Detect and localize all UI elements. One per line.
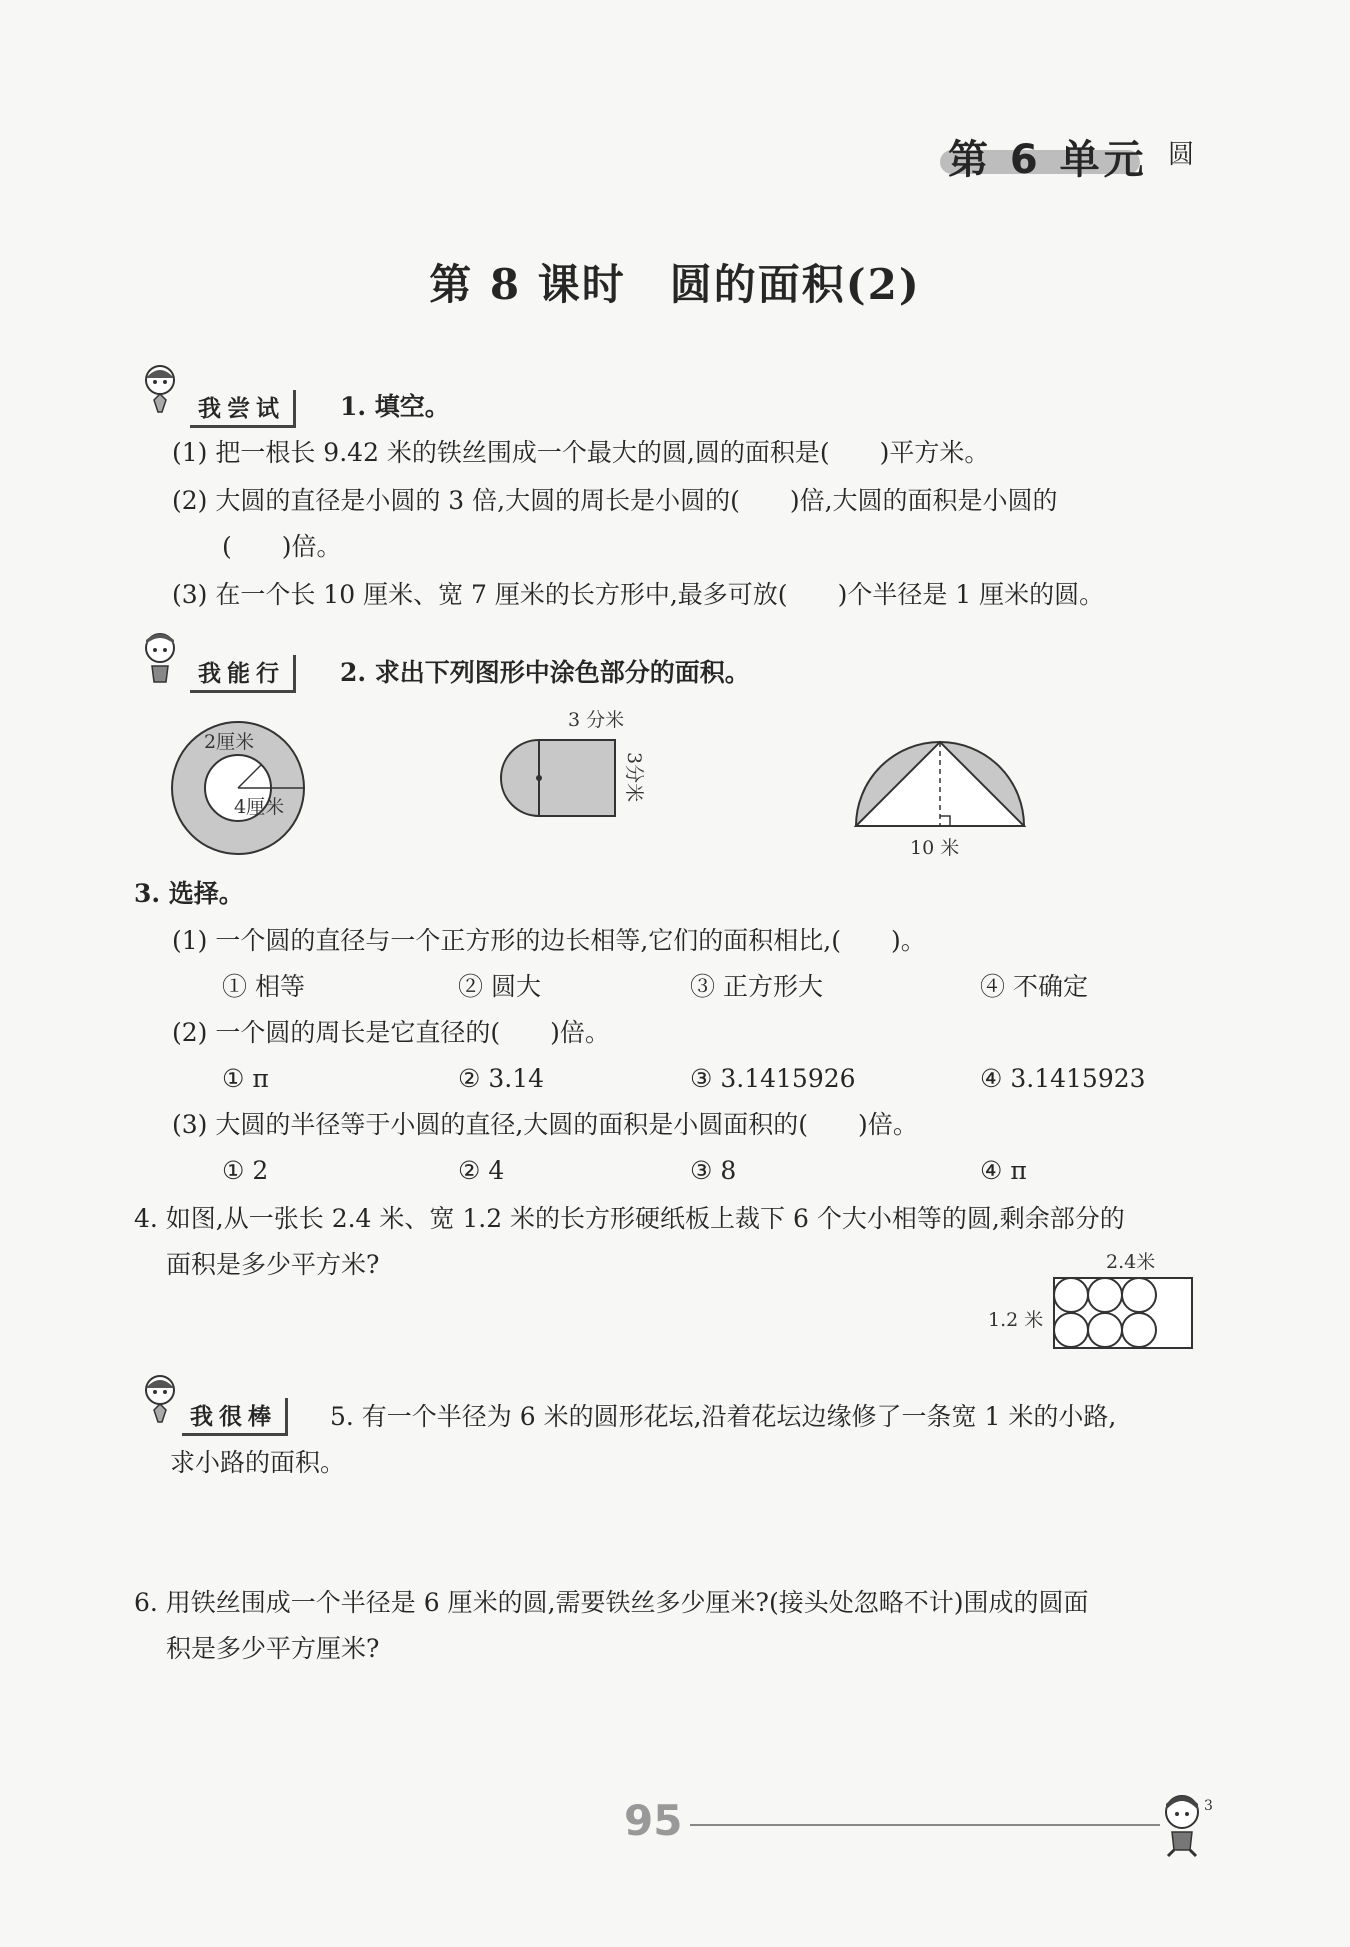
q3-3-option-2: ② 4	[458, 1156, 505, 1185]
q3-1-option-1: ① 相等	[222, 972, 305, 1001]
question-1-2-cont: ( )倍。	[222, 532, 342, 561]
svg-text:3: 3	[1204, 1798, 1213, 1814]
q3-1-option-2: ② 圆大	[458, 972, 541, 1001]
fig4-label-top: 2.4米	[1106, 1251, 1156, 1273]
figure-ring	[166, 716, 316, 866]
ring-label-outer: 2厘米	[204, 731, 255, 753]
girl-mascot-icon	[132, 360, 188, 416]
figure-semicircle-square	[484, 702, 694, 862]
question-3-1: (1) 一个圆的直径与一个正方形的边长相等,它们的面积相比,( )。	[172, 926, 926, 955]
figure-semicircle-triangle	[850, 736, 1030, 866]
figure-rectangle-circles	[980, 1244, 1220, 1364]
unit-topic: 圆	[1168, 140, 1195, 170]
q3-2-option-1: ① π	[222, 1064, 269, 1093]
question-5-line2: 求小路的面积。	[170, 1448, 346, 1477]
question-5-line1: 5. 有一个半径为 6 米的圆形花坛,沿着花坛边缘修了一条宽 1 米的小路,	[330, 1402, 1117, 1431]
question-1-heading: 1. 填空。	[340, 392, 450, 421]
page-number: 95	[624, 1796, 683, 1845]
fig2-center-dot	[536, 775, 542, 781]
question-3-3: (3) 大圆的半径等于小圆的直径,大圆的面积是小圆面积的( )倍。	[172, 1110, 918, 1139]
boy-mascot-icon	[132, 628, 188, 684]
girl-mascot-icon	[132, 1370, 188, 1426]
question-2-heading: 2. 求出下列图形中涂色部分的面积。	[340, 658, 750, 687]
footer-rule	[690, 1824, 1160, 1826]
fig4-label-side: 1.2 米	[988, 1309, 1044, 1331]
question-1-1: (1) 把一根长 9.42 米的铁丝围成一个最大的圆,圆的面积是( )平方米。	[172, 438, 990, 467]
question-4-line2: 面积是多少平方米?	[166, 1250, 380, 1279]
question-4-line1: 4. 如图,从一张长 2.4 米、宽 1.2 米的长方形硬纸板上裁下 6 个大小相等的圆,剩余部分的	[134, 1204, 1125, 1233]
q3-3-option-1: ① 2	[222, 1156, 269, 1185]
question-1-2: (2) 大圆的直径是小圆的 3 倍,大圆的周长是小圆的( )倍,大圆的面积是小圆的	[172, 486, 1058, 515]
badge-can: 我能行	[190, 655, 296, 693]
fig2-semicircle	[501, 740, 539, 816]
ring-label-inner: 4厘米	[234, 796, 285, 818]
q3-3-option-4: ④ π	[980, 1156, 1027, 1185]
question-1-3: (3) 在一个长 10 厘米、宽 7 厘米的长方形中,最多可放( )个半径是 1 厘米的圆。	[172, 580, 1105, 609]
question-6-line2: 积是多少平方厘米?	[166, 1634, 380, 1663]
unit-header: 第 6 单元	[948, 137, 1148, 183]
q3-1-option-4: ④ 不确定	[980, 972, 1088, 1001]
page-title: 第 8 课时 圆的面积(2)	[429, 260, 921, 309]
q3-2-option-3: ③ 3.1415926	[690, 1064, 856, 1093]
question-6-line1: 6. 用铁丝围成一个半径是 6 厘米的圆,需要铁丝多少厘米?(接头处忽略不计)围成的圆面	[134, 1588, 1089, 1617]
fig2-square	[539, 740, 615, 816]
question-3-heading: 3. 选择。	[134, 879, 244, 908]
q3-2-option-4: ④ 3.1415923	[980, 1064, 1146, 1093]
badge-great: 我很棒	[182, 1398, 288, 1436]
fig2-label-top: 3 分米	[568, 709, 625, 731]
q3-1-option-3: ③ 正方形大	[690, 972, 823, 1001]
badge-try: 我尝试	[190, 390, 296, 428]
fig3-label-base: 10 米	[910, 837, 960, 859]
q3-2-option-2: ② 3.14	[458, 1064, 545, 1093]
q3-3-option-3: ③ 8	[690, 1156, 737, 1185]
question-3-2: (2) 一个圆的周长是它直径的( )倍。	[172, 1018, 610, 1047]
fig2-label-side: 3分米	[623, 752, 645, 803]
footer-mascot-icon	[1150, 1790, 1220, 1860]
